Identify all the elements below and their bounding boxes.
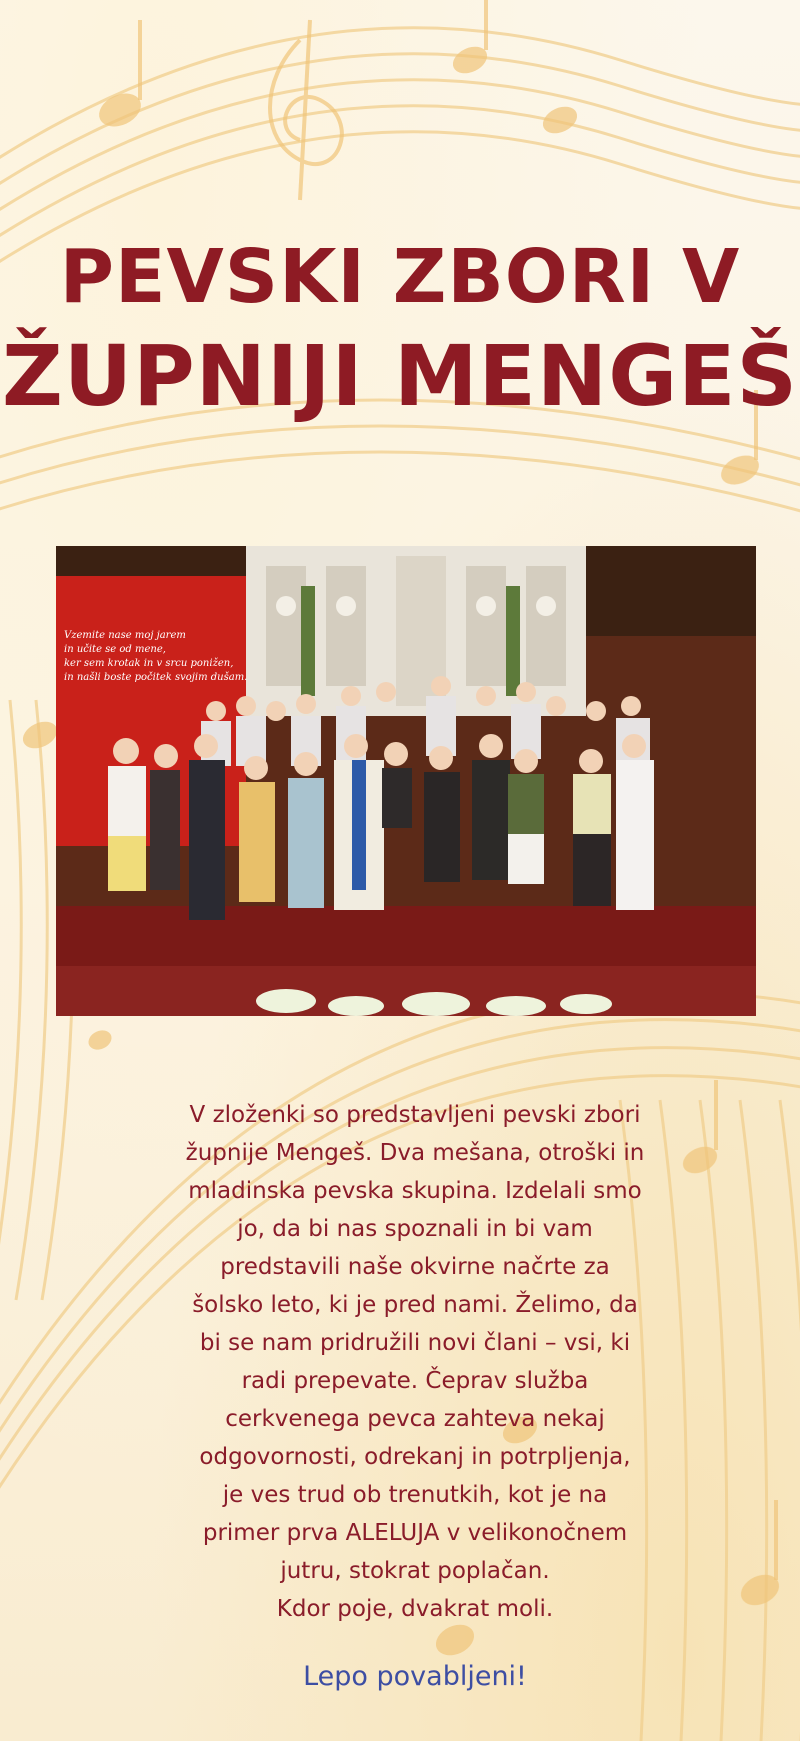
body-line: jutru, stokrat poplačan. bbox=[280, 1558, 550, 1584]
body-line: župnije Mengeš. Dva mešana, otroški in bbox=[185, 1140, 645, 1166]
banner-text-line: in našli boste počitek svojim dušam. bbox=[64, 672, 248, 683]
body-line: je ves trud ob trenutkih, kot je na bbox=[222, 1482, 608, 1508]
banner-text-line: ker sem krotak in v srcu ponižen, bbox=[64, 658, 234, 669]
invitation-closing: Lepo povabljeni! bbox=[303, 1661, 527, 1692]
body-line: šolsko leto, ki je pred nami. Želimo, da bbox=[192, 1292, 638, 1318]
body-line: V zloženki so predstavljeni pevski zbori bbox=[189, 1102, 641, 1128]
body-line: odgovornosti, odrekanj in potrpljenja, bbox=[199, 1444, 631, 1470]
banner-text-line: Vzemite nase moj jarem bbox=[64, 630, 186, 641]
intro-paragraph bbox=[130, 1096, 700, 1628]
body-line: cerkvenega pevca zahteva nekaj bbox=[225, 1406, 605, 1432]
page-title-line2: ŽUPNIJI MENGEŠ bbox=[1, 327, 799, 425]
page-title-line1: PEVSKI ZBORI V bbox=[59, 234, 741, 320]
body-line: Kdor poje, dvakrat moli. bbox=[276, 1596, 554, 1622]
body-line: radi prepevate. Čeprav služba bbox=[241, 1368, 589, 1394]
body-line: primer prva ALELUJA v velikonočnem bbox=[202, 1520, 628, 1546]
body-line: bi se nam pridružili novi člani – vsi, ki bbox=[199, 1330, 631, 1356]
choir-group-photo bbox=[56, 546, 756, 1016]
body-line: mladinska pevska skupina. Izdelali smo bbox=[188, 1178, 642, 1204]
body-line: jo, da bi nas spoznali in bi vam bbox=[237, 1216, 593, 1242]
banner-text-line: in učite se od mene, bbox=[64, 644, 166, 655]
body-line: predstavili naše okvirne načrte za bbox=[220, 1254, 610, 1280]
